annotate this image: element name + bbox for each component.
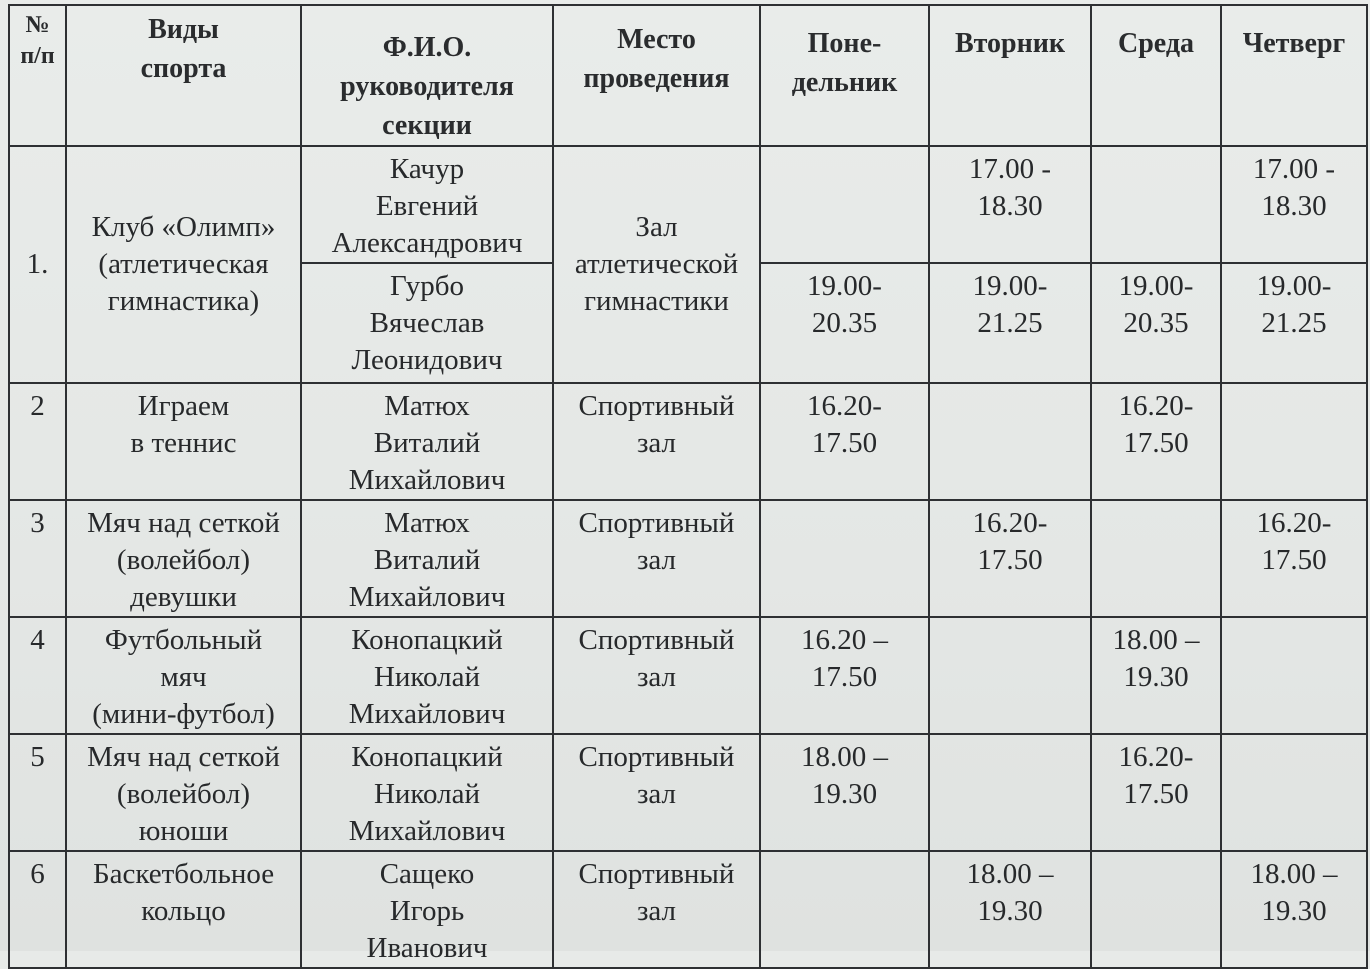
row-sport	[66, 500, 301, 617]
table-row	[9, 500, 1367, 617]
place-line: Спортивный	[578, 390, 735, 422]
leader-line: Михайлович	[348, 698, 506, 730]
place-line: Зал	[635, 211, 678, 243]
row-tuesday	[929, 734, 1091, 851]
row-num-text: 5	[30, 741, 45, 773]
header-monday-line: дельник	[791, 67, 898, 98]
row-thursday	[1221, 617, 1367, 734]
header-tuesday-line: Вторник	[954, 28, 1066, 59]
leader-line: Вячеслав	[369, 307, 485, 339]
header-wednesday-line: Среда	[1117, 28, 1194, 59]
time-line: 18.30	[1261, 190, 1327, 222]
row-leader	[301, 500, 553, 617]
sport-line: (мини-футбол)	[92, 698, 275, 730]
row-thursday	[1221, 146, 1367, 263]
leader-line: Гурбо	[390, 270, 464, 302]
row-place	[553, 851, 760, 968]
leader-line: Конопацкий	[351, 624, 503, 656]
row-monday	[760, 851, 929, 968]
leader-line: Леонидович	[351, 344, 503, 376]
sport-line: юноши	[138, 815, 229, 847]
sport-line: Мяч над сеткой	[87, 741, 280, 773]
leader-line: Игорь	[389, 895, 465, 927]
row-num	[9, 500, 66, 617]
time-line: 18.30	[977, 190, 1043, 222]
row-num	[9, 734, 66, 851]
place-line: зал	[636, 895, 677, 927]
time-line: 16.20-	[972, 507, 1048, 539]
time-line: 18.00 –	[966, 858, 1054, 890]
header-place	[553, 5, 760, 146]
time-line: 17.50	[811, 427, 878, 459]
row-num	[9, 146, 66, 383]
row-leader	[301, 851, 553, 968]
row-monday	[760, 617, 929, 734]
row-sport	[66, 383, 301, 500]
sport-line: гимнастика)	[107, 285, 260, 317]
header-num-line: №	[25, 12, 50, 38]
time-line: 17.50	[1123, 427, 1189, 459]
header-leader-line: руководителя	[340, 71, 514, 102]
row-leader	[301, 734, 553, 851]
row-num-text: 3	[30, 507, 45, 539]
row-tuesday	[929, 500, 1091, 617]
sport-line: мяч	[160, 661, 207, 693]
header-row	[9, 5, 1367, 146]
row-wednesday	[1091, 851, 1221, 968]
place-line: Спортивный	[578, 624, 735, 656]
leader-line: Виталий	[373, 544, 481, 576]
row-num	[9, 851, 66, 968]
time-line: 20.35	[811, 307, 878, 339]
leader-line: Матюх	[384, 507, 470, 539]
table-row	[9, 851, 1367, 968]
time-line: 16.20-	[1118, 390, 1194, 422]
time-line: 17.50	[1123, 778, 1189, 810]
time-line: 17.50	[977, 544, 1043, 576]
time-line: 17.00 -	[968, 153, 1052, 185]
row-sport	[66, 146, 301, 383]
table-row	[9, 617, 1367, 734]
row-wednesday	[1091, 146, 1221, 263]
sport-line: кольцо	[141, 895, 226, 927]
row-tuesday	[929, 851, 1091, 968]
row-num	[9, 383, 66, 500]
sport-line: Баскетбольное	[92, 858, 275, 890]
sport-line: Играем	[137, 390, 230, 422]
row-sport	[66, 851, 301, 968]
header-thursday-line: Четверг	[1242, 28, 1346, 59]
leader-line: Матюх	[384, 390, 470, 422]
header-monday	[760, 5, 929, 146]
sport-line: Футбольный	[104, 624, 263, 656]
header-sport	[66, 5, 301, 146]
row-wednesday	[1091, 617, 1221, 734]
leader-line: Александрович	[331, 227, 523, 259]
row-place	[553, 500, 760, 617]
time-line: 19.30	[977, 895, 1043, 927]
schedule-table	[8, 4, 1368, 969]
header-place-line: проведения	[583, 63, 730, 94]
row-monday	[760, 734, 929, 851]
leader-line: Михайлович	[348, 581, 506, 613]
leader-line: Михайлович	[348, 464, 506, 496]
place-line: зал	[636, 427, 677, 459]
time-line: 16.20 –	[801, 624, 888, 656]
row-num-text: 2	[30, 390, 45, 422]
header-sport-line: Виды	[148, 14, 219, 45]
time-line: 19.00-	[1256, 270, 1332, 302]
row-place	[553, 383, 760, 500]
row-sport	[66, 734, 301, 851]
header-num-line: п/п	[20, 43, 55, 69]
time-line: 18.00 –	[1112, 624, 1200, 656]
row-thursday	[1221, 851, 1367, 968]
row-leader	[301, 146, 553, 263]
time-line: 20.35	[1123, 307, 1189, 339]
header-leader-line: секции	[382, 110, 472, 141]
row-tuesday	[929, 263, 1091, 383]
leader-line: Качур	[389, 153, 465, 185]
header-num	[9, 5, 66, 146]
row-wednesday	[1091, 383, 1221, 500]
time-line: 21.25	[977, 307, 1043, 339]
row-num-text: 6	[30, 858, 45, 890]
time-line: 18.00 –	[801, 741, 888, 773]
row-leader	[301, 383, 553, 500]
time-line: 21.25	[1261, 307, 1327, 339]
time-line: 19.30	[811, 778, 878, 810]
time-line: 17.50	[1261, 544, 1327, 576]
row-place	[553, 734, 760, 851]
row-monday	[760, 263, 929, 383]
leader-line: Николай	[373, 661, 481, 693]
time-line: 19.30	[1123, 661, 1189, 693]
time-line: 19.00-	[972, 270, 1048, 302]
table-row	[9, 734, 1367, 851]
row-thursday	[1221, 263, 1367, 383]
row-tuesday	[929, 383, 1091, 500]
sport-line: в теннис	[130, 427, 237, 459]
leader-line: Виталий	[373, 427, 481, 459]
place-line: Спортивный	[578, 507, 735, 539]
time-line: 18.00 –	[1250, 858, 1338, 890]
header-monday-line: Поне-	[807, 28, 882, 59]
time-line: 19.00-	[807, 270, 882, 302]
row-leader	[301, 263, 553, 383]
row-num-text: 1.	[26, 248, 49, 280]
leader-line: Михайлович	[348, 815, 506, 847]
sport-line: Мяч над сеткой	[87, 507, 280, 539]
row-monday	[760, 500, 929, 617]
row-thursday	[1221, 734, 1367, 851]
table-row	[9, 146, 1367, 263]
leader-line: Евгений	[375, 190, 479, 222]
leader-line: Конопацкий	[351, 741, 503, 773]
header-wednesday	[1091, 5, 1221, 146]
header-thursday	[1221, 5, 1367, 146]
leader-line: Николай	[373, 778, 481, 810]
row-place	[553, 617, 760, 734]
sport-line: (волейбол)	[116, 778, 251, 810]
sport-line: девушки	[130, 581, 237, 613]
time-line: 16.20-	[1256, 507, 1332, 539]
leader-line: Сащеко	[379, 858, 475, 890]
row-sport	[66, 617, 301, 734]
row-thursday	[1221, 383, 1367, 500]
sport-line: (атлетическая	[98, 248, 269, 280]
row-place	[553, 146, 760, 383]
row-wednesday	[1091, 734, 1221, 851]
row-wednesday	[1091, 263, 1221, 383]
place-line: гимнастики	[584, 285, 729, 317]
row-thursday	[1221, 500, 1367, 617]
header-sport-line: спорта	[140, 53, 227, 84]
row-num	[9, 617, 66, 734]
row-tuesday	[929, 617, 1091, 734]
time-line: 17.00 -	[1252, 153, 1336, 185]
sport-line: (волейбол)	[116, 544, 251, 576]
time-line: 19.00-	[1118, 270, 1194, 302]
place-line: Спортивный	[578, 741, 735, 773]
place-line: атлетической	[574, 248, 739, 280]
time-line: 16.20-	[1118, 741, 1194, 773]
header-leader	[301, 5, 553, 146]
leader-line: Иванович	[366, 932, 488, 964]
place-line: зал	[636, 661, 677, 693]
row-wednesday	[1091, 500, 1221, 617]
header-place-line: Место	[617, 24, 696, 55]
time-line: 16.20-	[807, 390, 882, 422]
place-line: Спортивный	[578, 858, 735, 890]
row-monday	[760, 383, 929, 500]
time-line: 19.30	[1261, 895, 1327, 927]
row-monday	[760, 146, 929, 263]
sport-line: Клуб «Олимп»	[91, 211, 276, 243]
time-line: 17.50	[811, 661, 878, 693]
row-num-text: 4	[30, 624, 45, 656]
place-line: зал	[636, 544, 677, 576]
row-leader	[301, 617, 553, 734]
header-tuesday	[929, 5, 1091, 146]
header-leader-line: Ф.И.О.	[382, 32, 472, 63]
table-row	[9, 383, 1367, 500]
place-line: зал	[636, 778, 677, 810]
row-tuesday	[929, 146, 1091, 263]
